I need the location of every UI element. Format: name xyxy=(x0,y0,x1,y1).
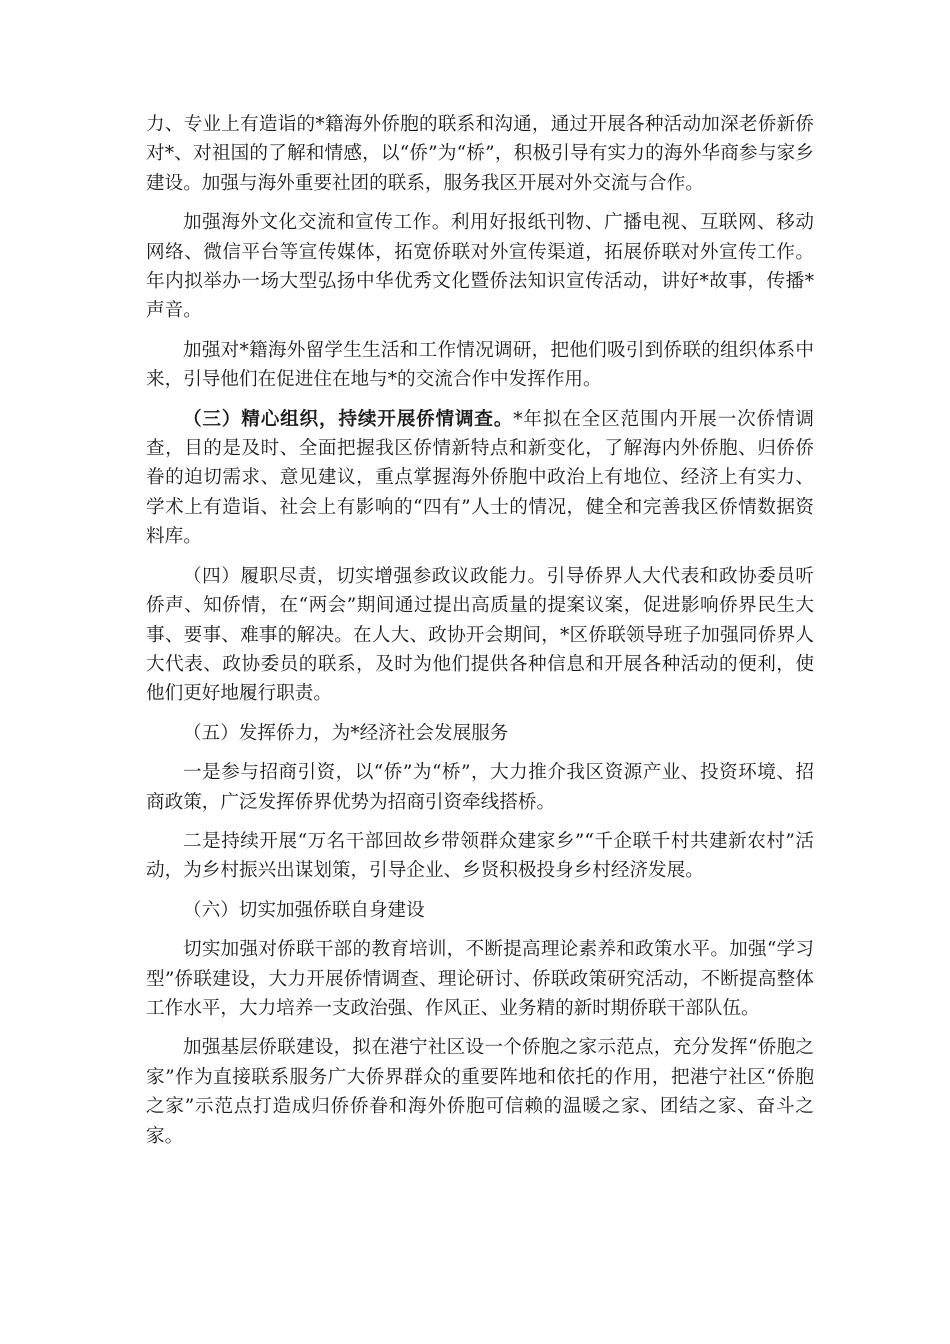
paragraph-5: （四）履职尽责，切实增强参政议政能力。引导侨界人大代表和政协委员听侨声、知侨情，在“两会”期间通过提出高质量的提案议案，促进影响侨界民生大事、要事、难事的解决。在人大、政协开会期间，*区侨联领导班子加强同侨界人大代表、政协委员的联系，及时为他们提供各种信息和开展各种活动的便利，使他们更好地履行职责。 xyxy=(146,565,814,705)
paragraph-8: 二是持续开展“万名干部回故乡带领群众建家乡”“千企联千村共建新农村”活动，为乡村振兴出谋划策，引导企业、乡贤积极投身乡村经济发展。 xyxy=(146,830,814,882)
document-body xyxy=(146,110,814,1161)
section-heading-5: （五）发挥侨力，为*经济社会发展服务 xyxy=(183,722,509,744)
section-heading-3: （三）精心组织，持续开展侨情调查。 xyxy=(183,408,514,430)
section-heading-6: （六）切实加强侨联自身建设 xyxy=(183,899,425,921)
paragraph-1: 力、专业上有造诣的*籍海外侨胞的联系和沟通，通过开展各种活动加深老侨新侨对*、对祖国的了解和情感，以“侨”为“桥”，积极引导有实力的海外华商参与家乡建设。加强与海外重要社团的联系，服务我区开展对外交流与合作。 xyxy=(146,114,814,194)
paragraph-3: 加强对*籍海外留学生生活和工作情况调研，把他们吸引到侨联的组织体系中来，引导他们在促进住在地与*的交流合作中发挥作用。 xyxy=(146,339,814,391)
section-3-body: *年拟在全区范围内开展一次侨情调查，目的是及时、全面把握我区侨情新特点和新变化，了解海内外侨胞、归侨侨眷的迫切需求、意见建议，重点掌握海外侨胞中政治上有地位、经济上有实力、学术上有造诣、社会上有影响的“四有”人士的情况，健全和完善我区侨情数据资料库。 xyxy=(146,408,814,548)
paragraph-4 xyxy=(146,405,814,552)
paragraph-7: 一是参与招商引资，以“侨”为“桥”，大力推介我区资源产业、投资环境、招商政策，广泛发挥侨界优势为招商引资牵线搭桥。 xyxy=(146,762,814,813)
paragraph-10: 切实加强对侨联干部的教育培训，不断提高理论素养和政策水平。加强“学习型”侨联建设，大力开展侨情调查、理论研讨、侨联政策研究活动，不断提高整体工作水平，大力培养一支政治强、作风正、业务精的新时期侨联干部队伍。 xyxy=(146,939,814,1019)
paragraph-2: 加强海外文化交流和宣传工作。利用好报纸刊物、广播电视、互联网、移动网络、微信平台等宣传媒体，拓宽侨联对外宣传渠道，拓展侨联对外宣传工作。年内拟举办一场大型弘扬中华优秀文化暨侨法知识宣传活动，讲好*故事，传播*声音。 xyxy=(146,212,814,322)
paragraph-11: 加强基层侨联建设，拟在港宁社区设一个侨胞之家示范点，充分发挥“侨胞之家”作为直接联系服务广大侨界群众的重要阵地和依托的作用，把港宁社区“侨胞之家”示范点打造成归侨侨眷和海外侨胞可信赖的温暖之家、团结之家、奋斗之家。 xyxy=(146,1037,814,1147)
